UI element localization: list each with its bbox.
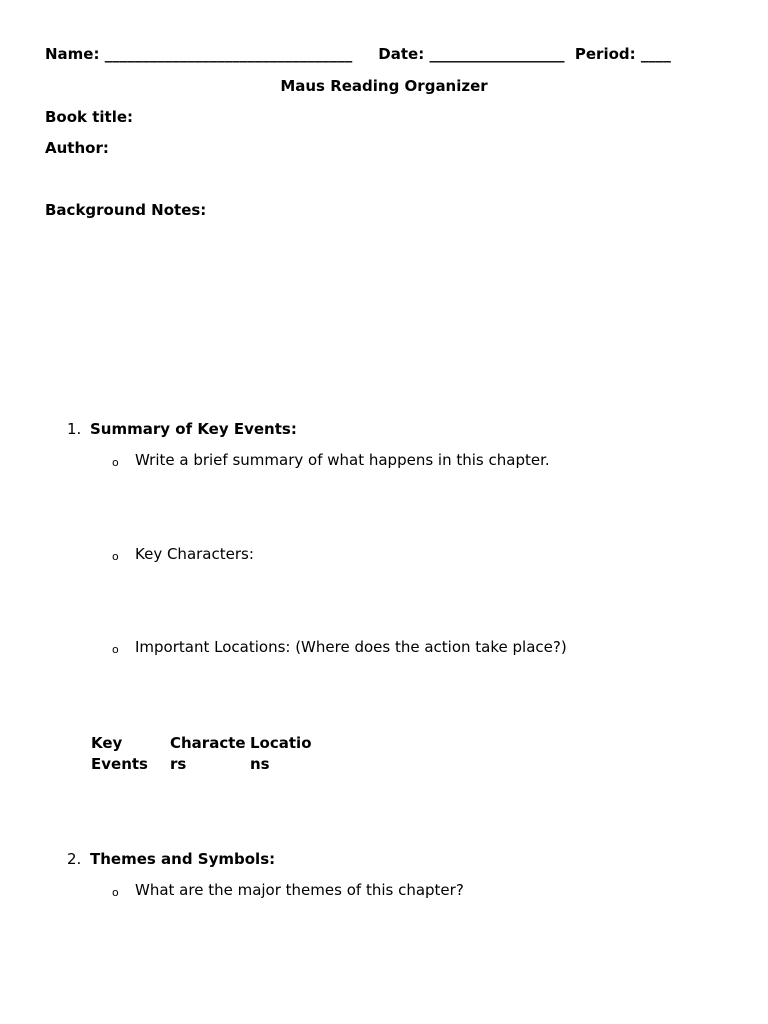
bullet-marker: o xyxy=(112,886,119,899)
author-label: Author: xyxy=(45,139,109,157)
section2-number: 2. xyxy=(67,850,82,868)
themes-prompt: What are the major themes of this chapter? xyxy=(135,881,464,899)
bullet-marker: o xyxy=(112,456,119,469)
bullet-marker: o xyxy=(112,550,119,563)
table-header-characters: Characters xyxy=(170,734,246,773)
table-header-locations: Locations xyxy=(250,734,312,773)
table-header-key-events: Key Events xyxy=(91,734,148,773)
section1-number: 1. xyxy=(67,420,82,438)
section1-heading: Summary of Key Events: xyxy=(90,420,297,438)
summary-prompt: Write a brief summary of what happens in this chapter. xyxy=(135,451,550,469)
background-notes-label: Background Notes: xyxy=(45,201,207,219)
key-characters-prompt: Key Characters: xyxy=(135,545,254,563)
important-locations-prompt: Important Locations: (Where does the action take place?) xyxy=(135,638,567,656)
bullet-marker: o xyxy=(112,643,119,656)
page-title: Maus Reading Organizer xyxy=(280,77,488,95)
section2-heading: Themes and Symbols: xyxy=(90,850,276,868)
header-line: Name: _________________________________ Date: __________________ Period: ____ xyxy=(45,45,671,63)
book-title-label: Book title: xyxy=(45,108,134,126)
